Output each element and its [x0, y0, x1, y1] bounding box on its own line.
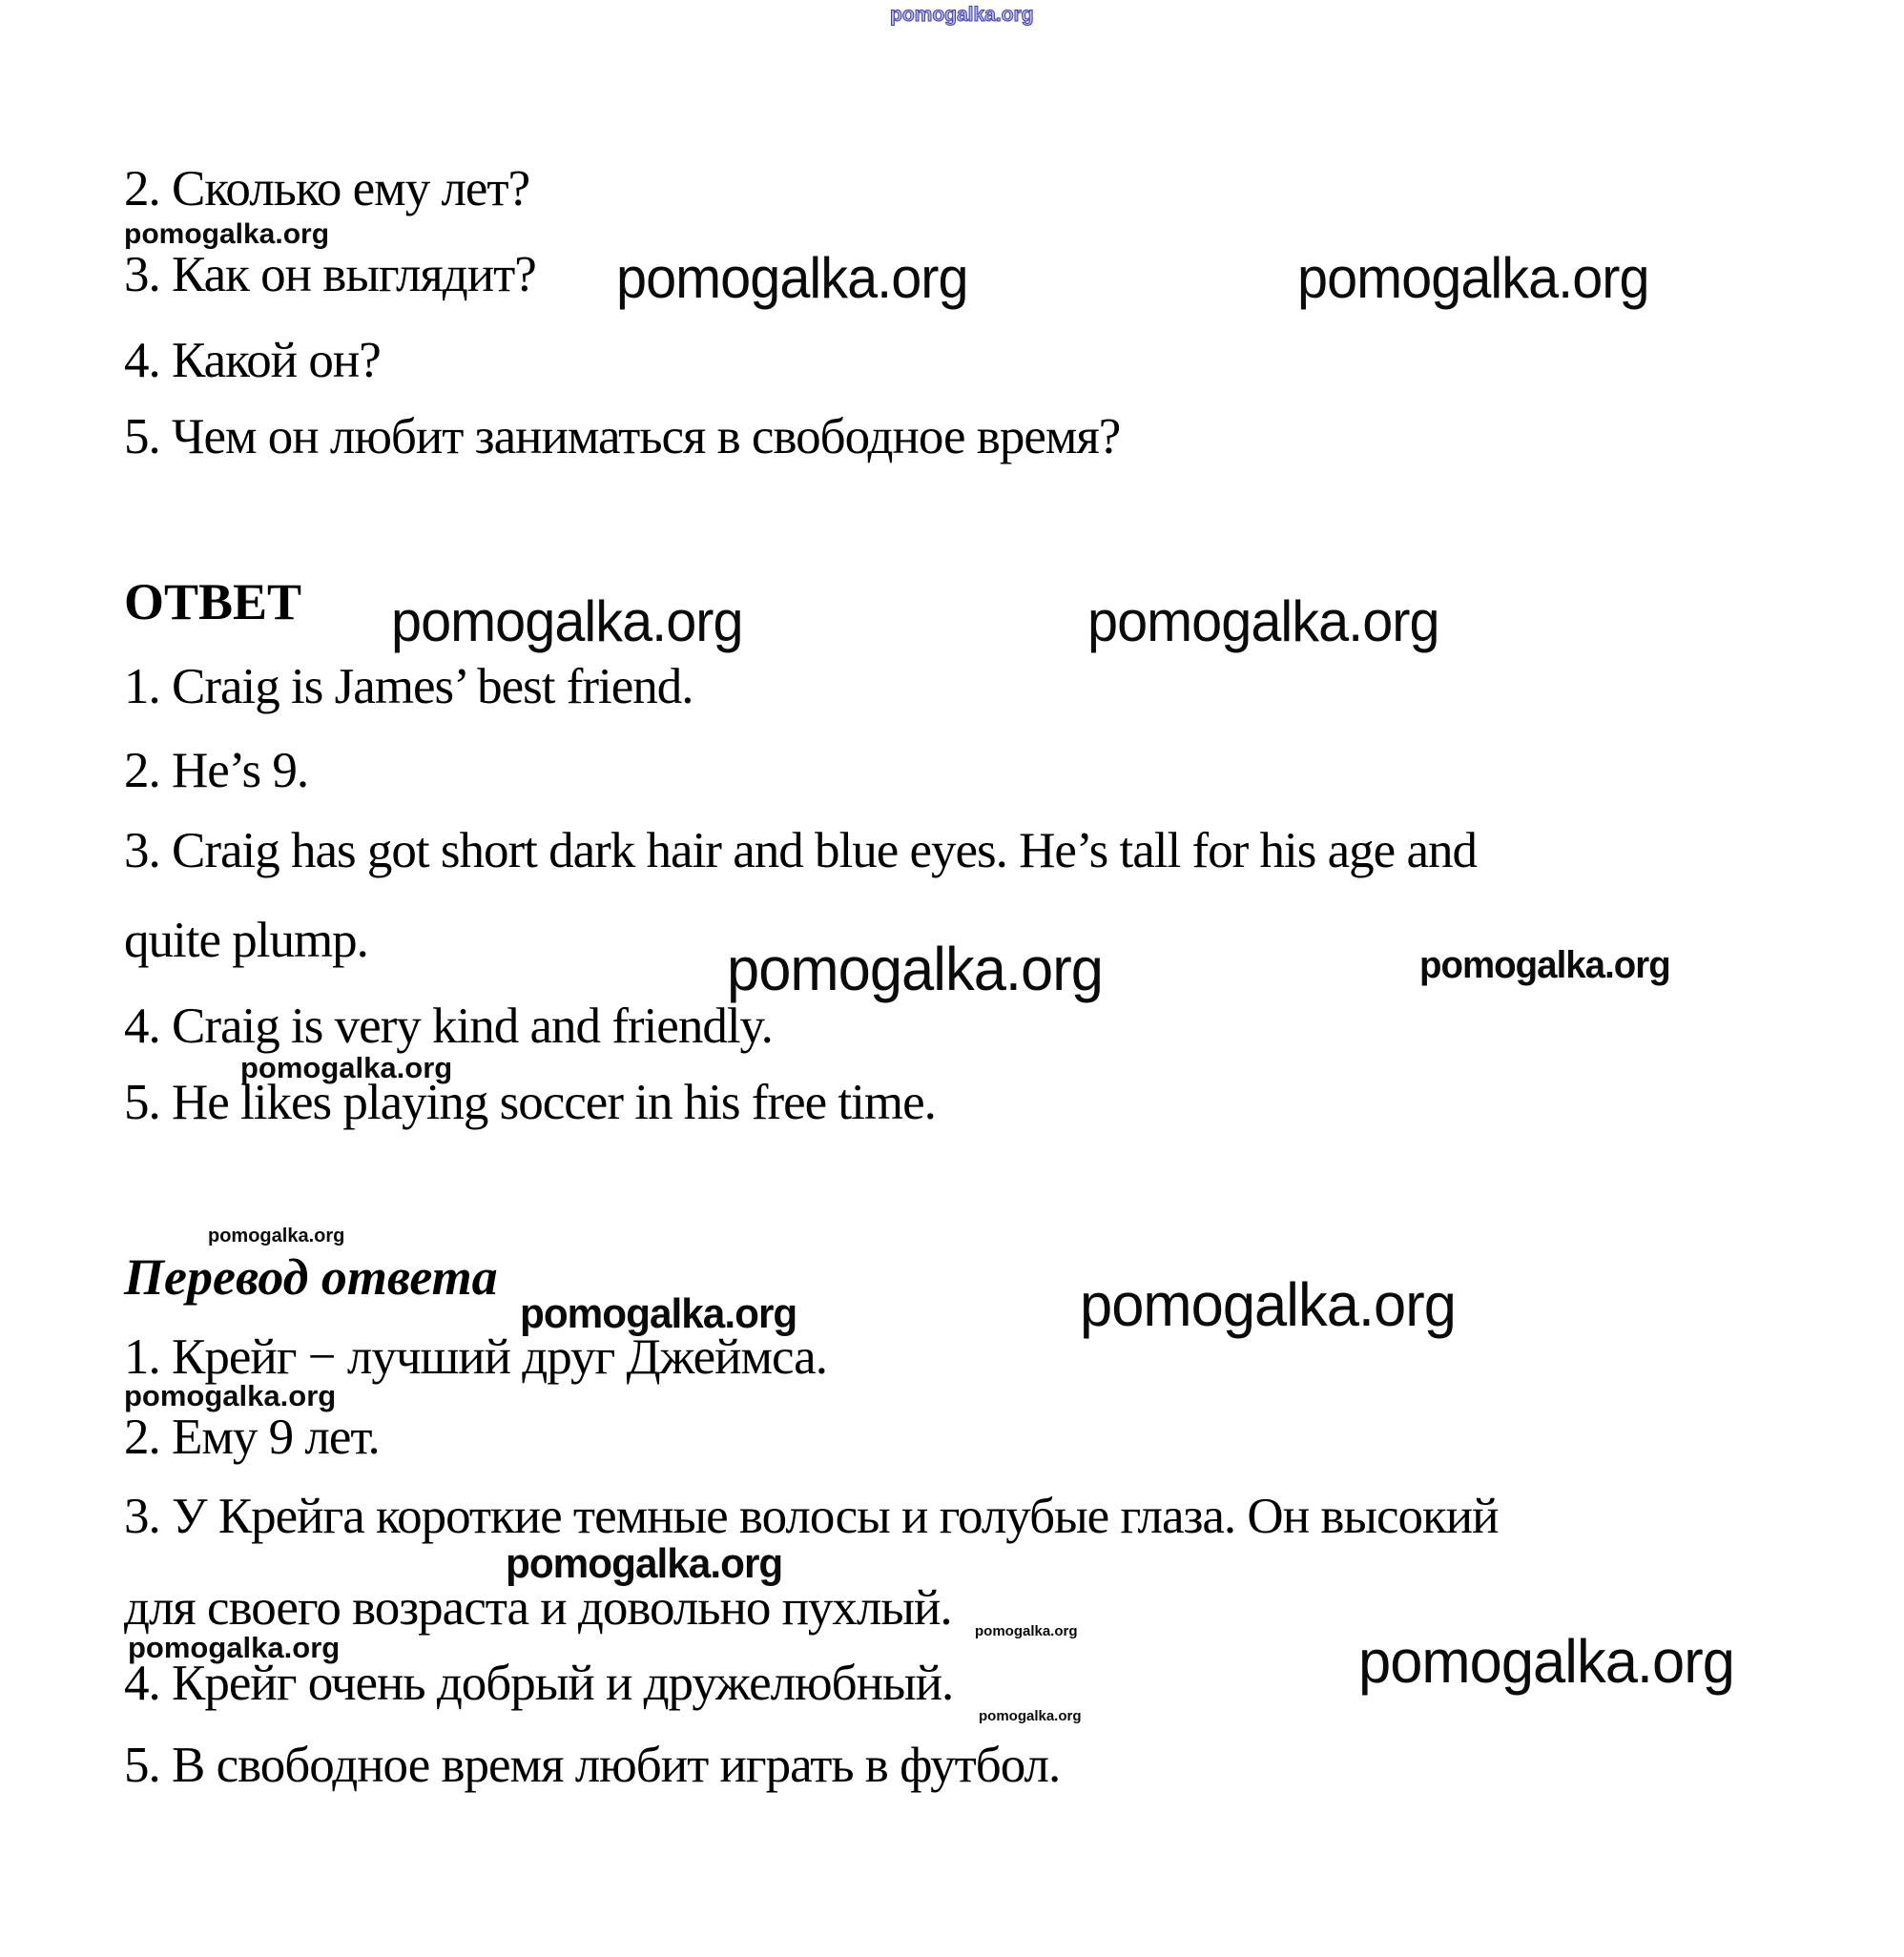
translation-3-line2: для своего возраста и довольно пухлый. — [124, 1580, 952, 1636]
translation-4: 4. Крейг очень добрый и дружелюбный. — [124, 1656, 954, 1711]
watermark-pomogalka-t1: pomogalka.org — [124, 1379, 337, 1412]
translation-5: 5. В свободное время любит играть в футбол. — [124, 1738, 1061, 1793]
watermark-pomogalka-tiny-1: pomogalka.org — [975, 1623, 1078, 1639]
answer-3-line2: quite plump. — [124, 913, 368, 968]
watermark-pomogalka-q3-mid: pomogalka.org — [616, 246, 968, 310]
watermark-pomogalka-tiny-2: pomogalka.org — [979, 1708, 1082, 1724]
question-4: 4. Какой он? — [124, 333, 381, 388]
watermark-pomogalka-a4: pomogalka.org — [240, 1051, 453, 1084]
watermark-pomogalka-translation-right: pomogalka.org — [1080, 1270, 1456, 1339]
answer-2: 2. He’s 9. — [124, 743, 309, 798]
watermark-pomogalka-a3-right: pomogalka.org — [1419, 944, 1670, 986]
answer-3-line1: 3. Craig has got short dark hair and blue eyes. He’s tall for his age and — [124, 823, 1477, 878]
watermark-pomogalka-answer-right: pomogalka.org — [1087, 589, 1439, 653]
watermark-pomogalka-t3: pomogalka.org — [506, 1540, 783, 1587]
answer-heading: ОТВЕТ — [124, 573, 302, 630]
question-2: 2. Сколько ему лет? — [124, 161, 530, 216]
watermark-pomogalka-answer-left: pomogalka.org — [391, 589, 743, 653]
watermark-pomogalka-q2: pomogalka.org — [124, 218, 330, 250]
question-3: 3. Как он выглядит? — [124, 247, 536, 302]
watermark-pomogalka-a3-big: pomogalka.org — [727, 935, 1103, 1003]
question-5: 5. Чем он любит заниматься в свободное время? — [124, 409, 1121, 464]
watermark-pomogalka-t4-left: pomogalka.org — [128, 1631, 341, 1664]
watermark-pomogalka-translation-mid: pomogalka.org — [520, 1290, 797, 1337]
watermark-pomogalka-q3-right: pomogalka.org — [1297, 246, 1649, 310]
watermark-pomogalka-top: pomogalka.org — [890, 4, 1034, 26]
watermark-pomogalka-t4-right: pomogalka.org — [1358, 1627, 1734, 1696]
answer-1: 1. Craig is James’ best friend. — [124, 659, 693, 714]
translation-2: 2. Ему 9 лет. — [124, 1410, 380, 1465]
watermark-pomogalka-above-translation: pomogalka.org — [208, 1226, 345, 1246]
translation-3-line1: 3. У Крейга короткие темные волосы и голубые глаза. Он высокий — [124, 1489, 1499, 1544]
answer-4: 4. Craig is very kind and friendly. — [124, 999, 773, 1054]
translation-heading: Перевод ответа — [124, 1248, 498, 1306]
answer-5: 5. He likes playing soccer in his free time. — [124, 1075, 936, 1130]
translation-1: 1. Крейг − лучший друг Джеймса. — [124, 1329, 827, 1385]
